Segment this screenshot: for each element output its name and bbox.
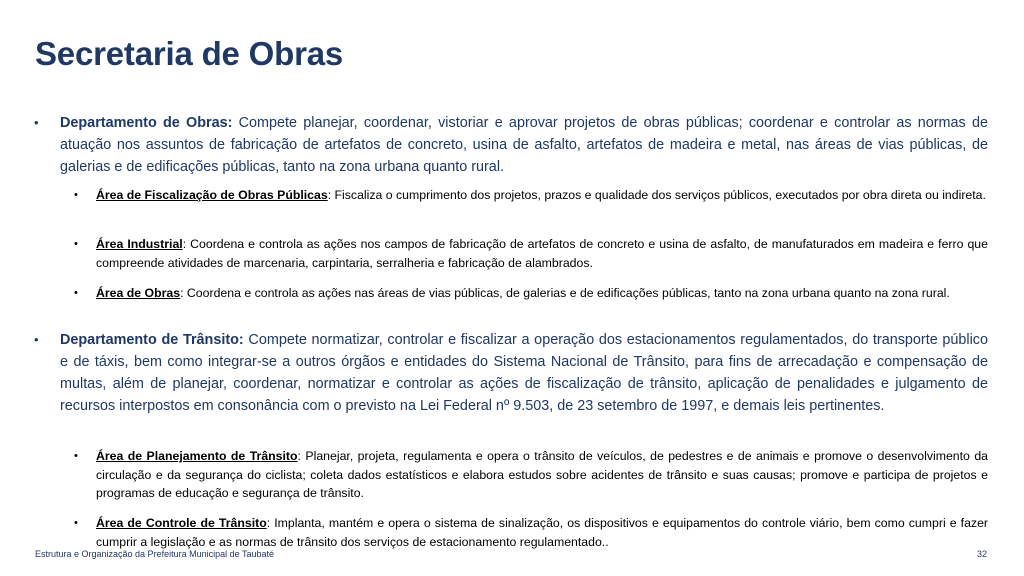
page-number: 32 xyxy=(976,549,987,559)
item-area-industrial xyxy=(74,235,988,272)
item-controle-transito xyxy=(74,514,989,551)
item-planejamento-transito xyxy=(74,447,988,503)
item-text: : Planejar, projeta, regulamenta e opera o trânsito de veículos, de pedestres e de animais e promove o desenvolvimento da circulação e da segurança do ciclista; coleta dados estatísticos e elabora estudos sobre acidentes de trânsito e suas causas; promove e participa de projetos e programas de educação e segurança de trânsito. xyxy=(96,449,988,500)
section-departamento-obras xyxy=(34,112,988,178)
bullet-icon: • xyxy=(74,238,78,250)
item-text: : Coordena e controla as ações nas áreas de vias públicas, de galerias e de edificações públicas, tanto na zona urbana quanto na zona rural. xyxy=(180,286,950,300)
bullet-icon: • xyxy=(74,189,78,201)
item-text: : Fiscaliza o cumprimento dos projetos, prazos e qualidade dos serviços públicos, executados por obra direta ou indireta. xyxy=(327,188,986,202)
bullet-icon: • xyxy=(34,332,39,347)
bullet-icon: • xyxy=(74,450,78,462)
item-lead: Área de Controle de Trânsito xyxy=(96,516,267,530)
item-text: : Implanta, mantém e opera o sistema de sinalização, os dispositivos e equipamentos do controle viário, bem como cumpri e fazer cumprir a legislação e as normas de trânsito dos serviços de estacionamento regulamentado.. xyxy=(96,516,989,549)
item-text: : Coordena e controla as ações nos campos de fabricação de artefatos de concreto e usina de asfalto, de manufaturados em madeira e ferro que compreende atividades de marcenaria, carpintaria, serralheria e fabricação de alambrados. xyxy=(96,237,988,270)
section-text: Compete planejar, coordenar, vistoriar e aprovar projetos de obras públicas; coordenar e controlar as normas de atuação nos assuntos de fabricação de artefatos de concreto, usina de asfalto, artefatos de madeira e metal, nas áreas de vias públicas, de galerias e de edificações públicas, tanto na zona urbana quanto rural. xyxy=(60,115,988,175)
item-lead: Área de Planejamento de Trânsito xyxy=(96,449,298,463)
item-lead: Área de Fiscalização de Obras Públicas xyxy=(96,188,328,202)
section-lead: Departamento de Trânsito: xyxy=(60,332,244,348)
section-lead: Departamento de Obras: xyxy=(60,115,233,131)
bullet-icon: • xyxy=(74,517,78,529)
section-departamento-transito xyxy=(34,329,988,417)
item-fiscalizacao-obras xyxy=(74,186,988,205)
page-title: Secretaria de Obras xyxy=(35,35,344,72)
section-text: Compete normatizar, controlar e fiscalizar a operação dos estacionamentos regulamentados, do transporte público e de táxis, bem como integrar-se a outros órgãos e entidades do Sistema Nacional de Trânsito, para fins de arrecadação e compensação de multas, além de planejar, coordenar, normatizar e controlar as ações de fiscalização de trânsito, aplicação de penalidades e julgamento de recursos interpostos em consonância com o previsto na Lei Federal nº 9.503, de 23 setembro de 1997, e demais leis pertinentes. xyxy=(60,332,988,414)
bullet-icon: • xyxy=(74,287,78,299)
item-lead: Área Industrial xyxy=(96,237,183,251)
footer-caption: Estrutura e Organização da Prefeitura Municipal de Taubaté xyxy=(35,549,274,559)
bullet-icon: • xyxy=(34,115,39,130)
item-lead: Área de Obras xyxy=(96,286,181,300)
item-area-obras xyxy=(74,284,988,303)
